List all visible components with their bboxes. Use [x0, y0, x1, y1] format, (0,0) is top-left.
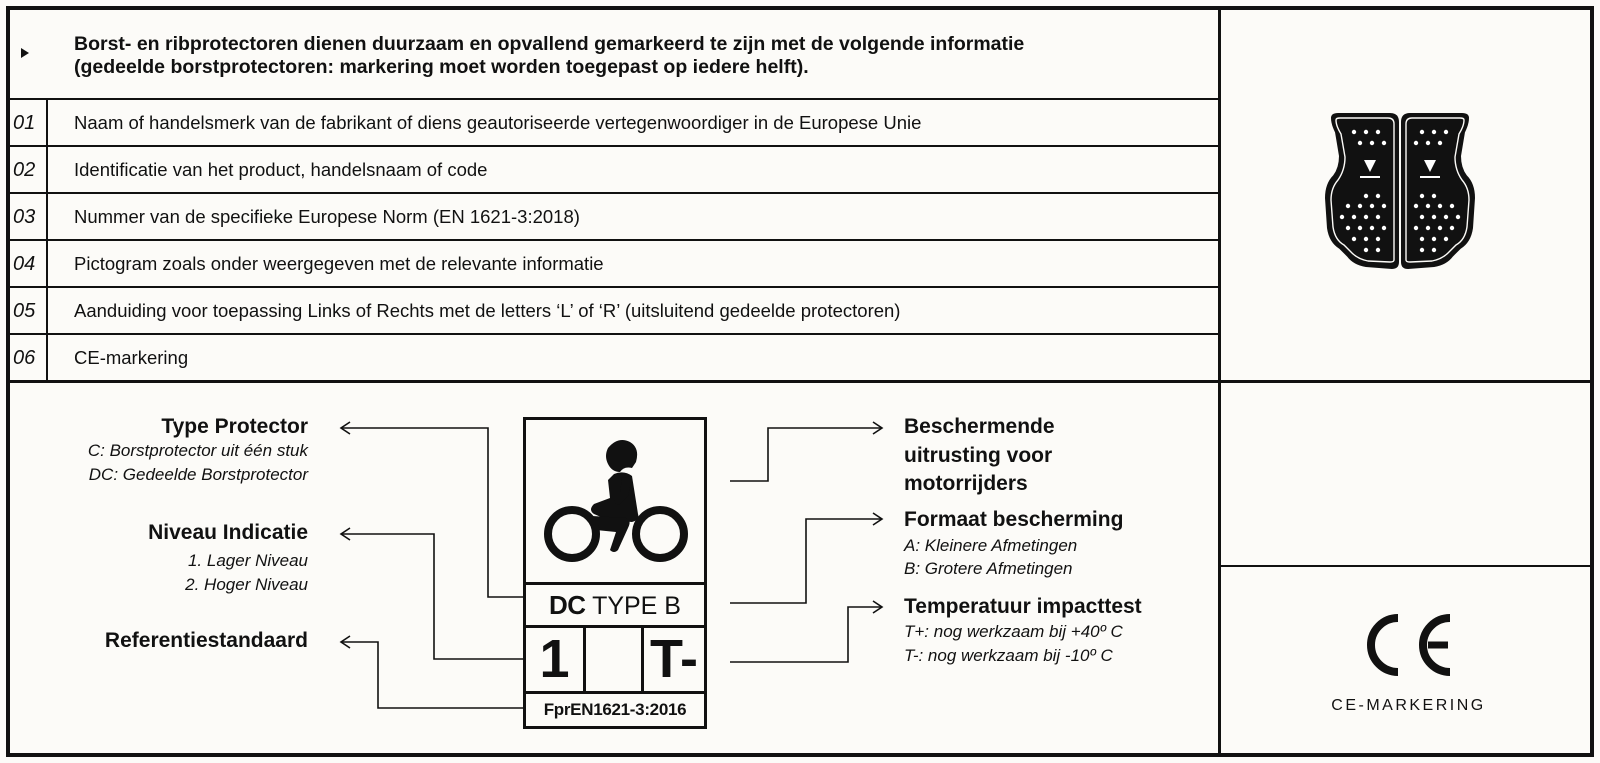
header-line-1: Borst- en ribprotectoren dienen duurzaam en opvallend gemarkeerd te zijn met de volgende informatie	[74, 33, 1025, 55]
niveau-line-2: 2. Hoger Niveau	[185, 575, 308, 594]
temp-cell: T-	[650, 629, 698, 689]
type-protector-title: Type Protector	[161, 415, 308, 438]
type-field	[526, 582, 704, 628]
row-number: 06	[13, 347, 36, 369]
ce-caption: CE-MARKERING	[1331, 697, 1486, 714]
row-number: 02	[13, 159, 36, 181]
row-text: Nummer van de specifieke Europese Norm (EN 1621-3:2018)	[74, 206, 580, 227]
niveau-title: Niveau Indicatie	[148, 521, 308, 544]
referentie-title: Referentiestandaard	[104, 629, 308, 652]
niveau-line-1: 1. Lager Niveau	[187, 551, 308, 570]
temperatuur-line-1: T+: nog werkzaam bij +40º C	[904, 622, 1123, 641]
standard-field: FprEN1621-3:2016	[543, 700, 687, 719]
ce-mark-icon	[1352, 612, 1462, 678]
row-number: 04	[13, 253, 36, 275]
protector-marking-label	[523, 417, 707, 729]
row-text: Identificatie van het product, handelsnaam of code	[74, 159, 488, 180]
beschermende-line-1: Beschermende	[904, 415, 1055, 438]
level-cell: 1	[526, 628, 586, 691]
middle-cell	[586, 628, 644, 691]
header-line-2: (gedeelde borstprotectoren: markering moet worden toegepast op iedere helft).	[74, 56, 809, 78]
formaat-line-2: B: Grotere Afmetingen	[904, 559, 1073, 578]
type-value: TYPE B	[592, 592, 681, 620]
temperatuur-line-2: T-: nog werkzaam bij -10º C	[904, 646, 1113, 665]
motorcyclist-icon	[536, 434, 694, 574]
type-dc: DC	[549, 590, 586, 620]
row-text: Aanduiding voor toepassing Links of Rechts met de letters ‘L’ of ‘R’ (uitsluitend gedeelde protectoren)	[74, 300, 901, 321]
row-text: CE-markering	[74, 347, 189, 368]
formaat-line-1: A: Kleinere Afmetingen	[904, 536, 1078, 555]
row-number: 05	[13, 300, 36, 322]
row-text: Naam of handelsmerk van de fabrikant of diens geautoriseerde vertegenwoordiger in de Europese Unie	[74, 112, 922, 133]
formaat-title: Formaat bescherming	[904, 508, 1124, 531]
type-protector-line-2: DC: Gedeelde Borstprotector	[88, 465, 308, 484]
beschermende-line-3: motorrijders	[904, 472, 1028, 495]
type-protector-line-1: C: Borstprotector uit één stuk	[87, 441, 308, 460]
row-number: 03	[13, 206, 36, 228]
beschermende-line-2: uitrusting voor	[904, 444, 1053, 467]
row-text: Pictogram zoals onder weergegeven met de relevante informatie	[74, 253, 604, 274]
temperatuur-title: Temperatuur impacttest	[904, 595, 1142, 618]
row-number: 01	[13, 112, 36, 134]
level-size-temp-row	[526, 628, 704, 694]
